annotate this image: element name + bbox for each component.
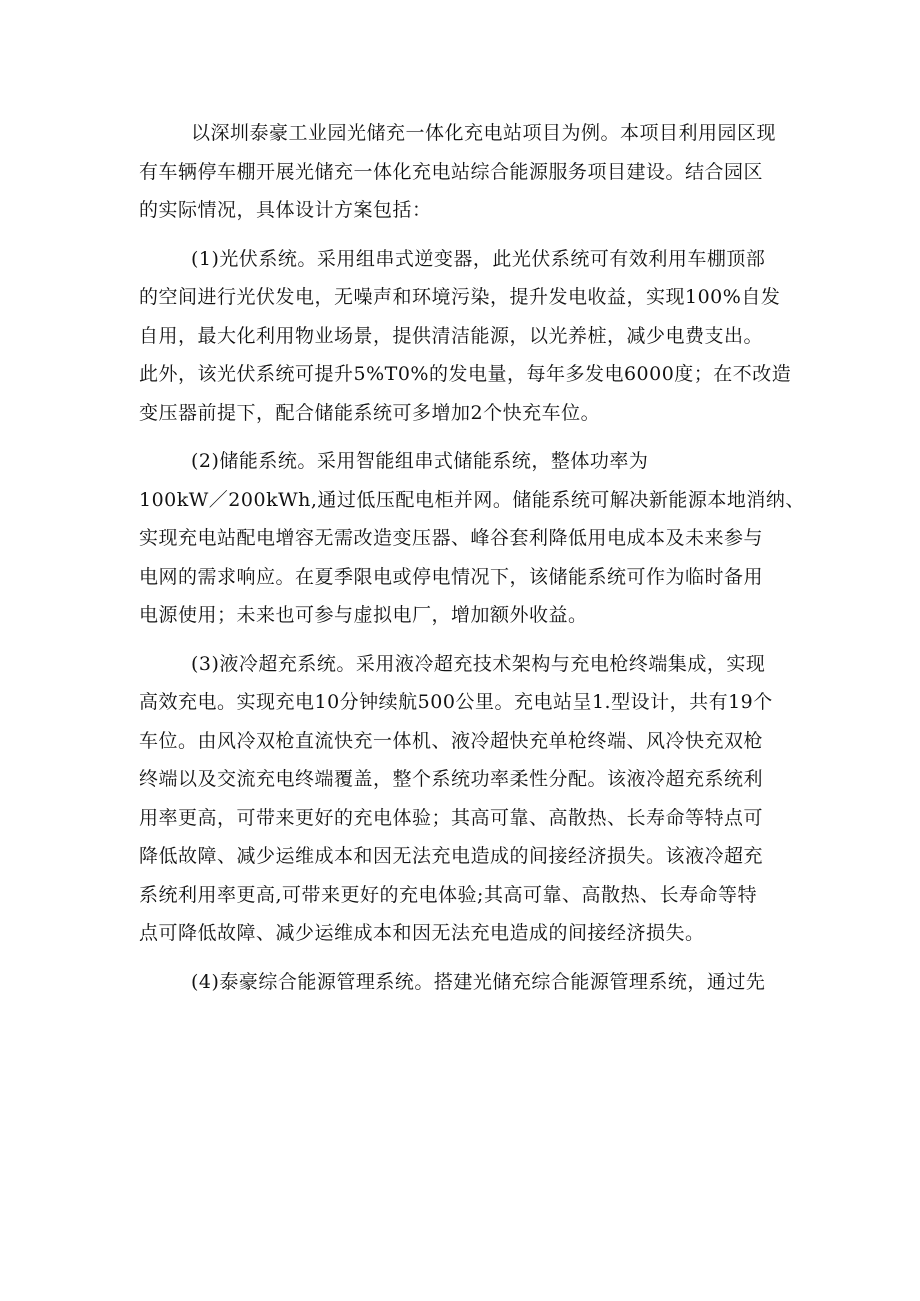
text-line: 点可降低故障、减少运维成本和因无法充电造成的间接经济损失。: [139, 922, 705, 944]
text-line: 此外，该光伏系统可提升5%T0%的发电量，每年多发电6000度；在不改造: [139, 363, 792, 385]
paragraph-intro: [139, 114, 784, 230]
text-line: 的实际情况，具体设计方案包括：: [139, 199, 432, 221]
text-line: 的空间进行光伏发电，无噪声和环境污染，提升发电收益，实现100%自发: [139, 286, 781, 308]
paragraph-pv-system: [139, 240, 792, 433]
text-line: (3)液冷超充系统。采用液冷超充技术架构与充电枪终端集成，实现: [191, 652, 766, 675]
text-line: 实现充电站配电增容无需改造变压器、峰谷套利降低用电成本及未来参与: [139, 527, 764, 549]
text-line: 以深圳泰豪工业园光储充一体化充电站项目为例。本项目利用园区现: [191, 122, 777, 144]
paragraph-liquid-cooling-system: [139, 645, 784, 953]
text-line: (4)泰豪综合能源管理系统。搭建光储充综合能源管理系统，通过先: [191, 970, 766, 993]
text-line: 变压器前提下，配合储能系统可多增加2个快充车位。: [139, 401, 601, 424]
text-line: 终端以及交流充电终端覆盖，整个系统功率柔性分配。该液冷超充系统利: [139, 768, 764, 790]
text-line: 车位。由风冷双枪直流快充一体机、液冷超快充单枪终端、风冷快充双枪: [139, 729, 764, 752]
text-line: 有车辆停车棚开展光储充一体化充电站综合能源服务项目建设。结合园区: [139, 160, 764, 183]
text-line: 电网的需求响应。在夏季限电或停电情况下，该储能系统可作为临时备用: [139, 565, 764, 588]
text-line: 系统利用率更高,可带来更好的充电体验;其高可靠、高散热、长寿命等特: [139, 883, 757, 906]
text-line: 100kW／200kWh,通过低压配电柜并网。储能系统可解决新能源本地消纳、: [139, 488, 805, 511]
text-line: (1)光伏系统。采用组串式逆变器，此光伏系统可有效利用车棚顶部: [191, 247, 766, 270]
paragraph-energy-management: [139, 963, 784, 1002]
text-line: 降低故障、减少运维成本和因无法充电造成的间接经济损失。该液冷超充: [139, 845, 764, 867]
text-line: 高效充电。实现充电10分钟续航500公里。充电站呈1.型设计，共有19个: [139, 691, 773, 713]
document-body: [139, 114, 805, 1001]
text-line: (2)储能系统。采用智能组串式储能系统，整体功率为: [191, 450, 649, 472]
text-line: 电源使用；未来也可参与虚拟电厂，增加额外收益。: [139, 604, 588, 626]
paragraph-storage-system: [139, 442, 805, 635]
text-line: 用率更高，可带来更好的充电体验；其高可靠、高散热、长寿命等特点可: [139, 806, 764, 829]
text-line: 自用，最大化利用物业场景，提供清洁能源，以光养桩，减少电费支出。: [139, 324, 764, 347]
